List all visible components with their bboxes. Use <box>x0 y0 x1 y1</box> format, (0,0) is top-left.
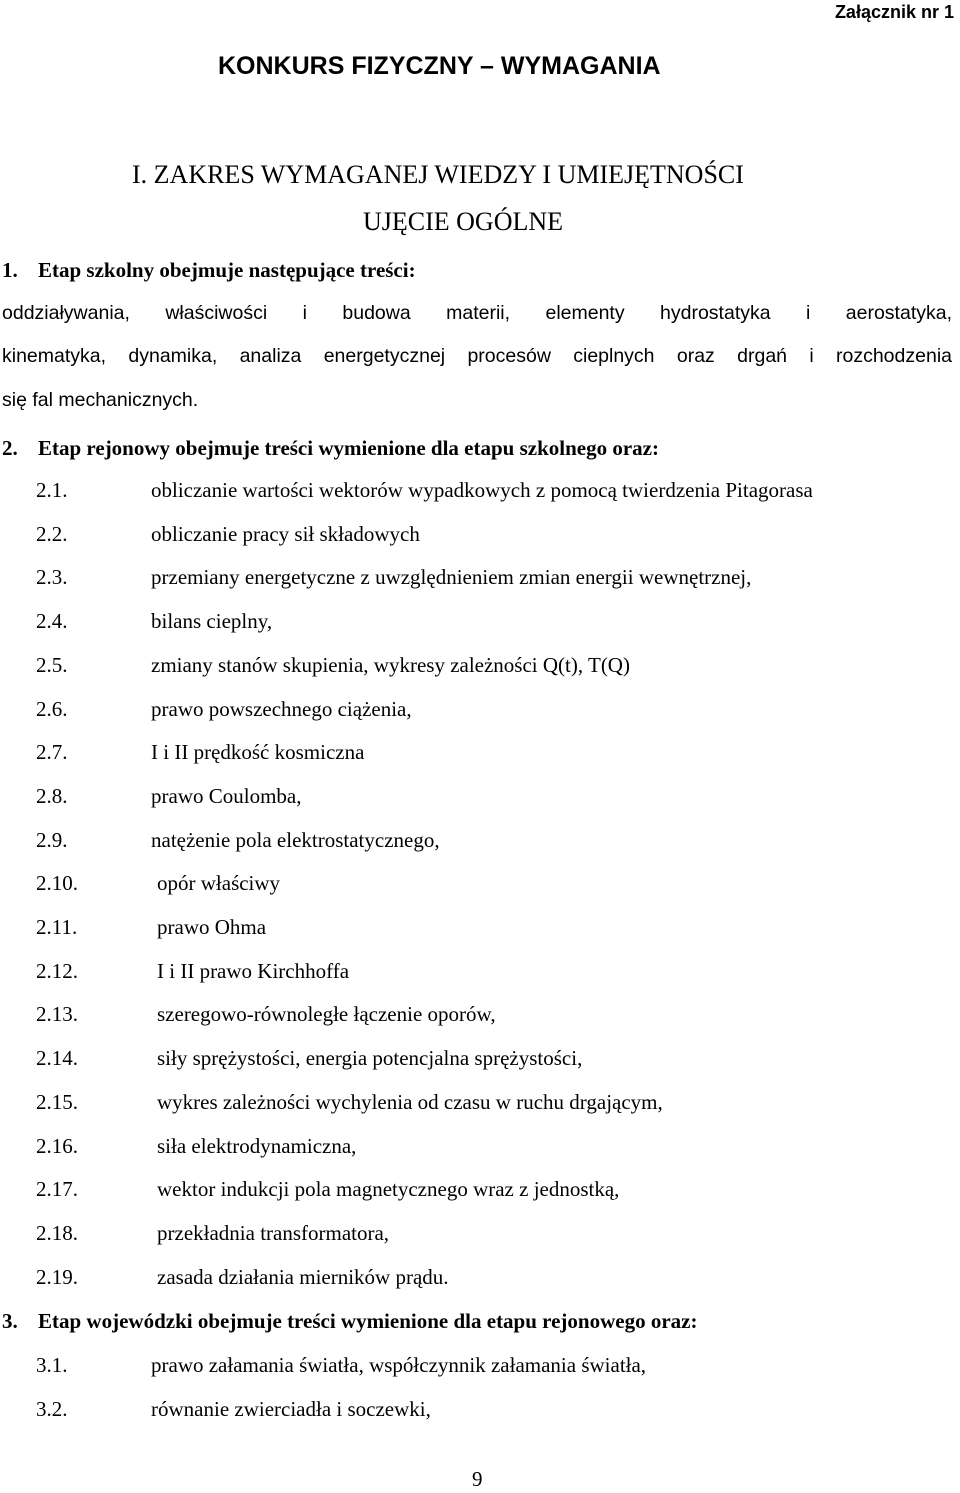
subsection-title: UJĘCIE OGÓLNE <box>363 207 564 236</box>
section-title: I. ZAKRES WYMAGANEJ WIEDZY I UMIEJĘTNOŚCI <box>132 160 744 189</box>
page-number: 9 <box>472 1467 483 1491</box>
stage1-paragraph-line: oddziaływania, właściwości i budowa materii, elementy hydrostatyka i aerostatyka, <box>2 302 952 324</box>
item-text: prawo powszechnego ciążenia, <box>151 696 412 721</box>
item-number: 2.6. <box>36 696 68 721</box>
item-number: 2.12. <box>36 958 78 983</box>
item-text: przekładnia transformatora, <box>157 1220 390 1245</box>
item-number: 2.19. <box>36 1264 78 1289</box>
stage3-heading-text: Etap wojewódzki obejmuje treści wymienione dla etapu rejonowego oraz: <box>38 1309 698 1333</box>
item-text: I i II prędkość kosmiczna <box>151 740 365 765</box>
item-text: równanie zwierciadła i soczewki, <box>151 1397 431 1421</box>
item-text: szeregowo-równoległe łączenie oporów, <box>157 1002 496 1027</box>
item-text: obliczanie wartości wektorów wypadkowych z pomocą twierdzenia Pitagorasa <box>151 478 813 502</box>
item-number: 2.14. <box>36 1046 78 1071</box>
stage2-heading-text: Etap rejonowy obejmuje treści wymienione dla etapu szkolnego oraz: <box>38 436 659 460</box>
stage1-paragraph-line: się fal mechanicznych. <box>2 389 199 411</box>
item-text: prawo Ohma <box>157 915 267 939</box>
item-text: przemiany energetyczne z uwzględnieniem zmian energii wewnętrznej, <box>151 565 752 590</box>
stage1-heading <box>2 258 416 283</box>
item-number: 3.2. <box>36 1397 68 1421</box>
item-number: 2.4. <box>36 609 68 634</box>
item-text: siła elektrodynamiczna, <box>157 1133 357 1158</box>
item-number: 2.1. <box>36 478 68 502</box>
item-number: 2.16. <box>36 1133 78 1158</box>
item-text: bilans cieplny, <box>151 609 273 634</box>
stage2-heading <box>2 436 659 461</box>
item-text: obliczanie pracy sił składowych <box>151 521 420 546</box>
item-number: 2.11. <box>36 915 78 939</box>
item-number: 2.3. <box>36 565 68 590</box>
item-text: prawo Coulomba, <box>151 783 302 808</box>
item-number: 2.7. <box>36 740 68 765</box>
stage2-number: 2. <box>2 436 18 460</box>
item-number: 2.18. <box>36 1220 78 1245</box>
stage3-heading <box>2 1309 697 1334</box>
item-number: 2.13. <box>36 1002 78 1027</box>
stage1-heading-text: Etap szkolny obejmuje następujące treści: <box>38 258 416 282</box>
item-number: 2.15. <box>36 1089 78 1114</box>
stage1-paragraph-line: kinematyka, dynamika, analiza energetycznej procesów cieplnych oraz drgań i rozchodzenia <box>2 345 952 367</box>
item-text: wykres zależności wychylenia od czasu w ruchu drgającym, <box>157 1089 663 1114</box>
item-number: 2.2. <box>36 521 68 546</box>
item-number: 2.9. <box>36 827 68 852</box>
item-text: wektor indukcji pola magnetycznego wraz z jednostką, <box>157 1177 620 1202</box>
item-text: natężenie pola elektrostatycznego, <box>151 827 440 852</box>
item-text: I i II prawo Kirchhoffa <box>157 958 350 983</box>
attachment-label: Załącznik nr 1 <box>834 2 954 22</box>
item-number: 2.17. <box>36 1177 78 1202</box>
item-text: prawo załamania światła, współczynnik załamania światła, <box>151 1353 647 1377</box>
page-title: KONKURS FIZYCZNY – WYMAGANIA <box>218 52 661 80</box>
item-text: siły sprężystości, energia potencjalna sprężystości, <box>157 1046 583 1071</box>
stage1-number: 1. <box>2 258 18 282</box>
item-number: 3.1. <box>36 1353 68 1377</box>
item-text: opór właściwy <box>157 871 281 896</box>
item-number: 2.8. <box>36 783 68 808</box>
item-text: zmiany stanów skupienia, wykresy zależności Q(t), T(Q) <box>151 652 630 677</box>
item-number: 2.10. <box>36 871 78 896</box>
item-text: zasada działania mierników prądu. <box>157 1264 449 1289</box>
item-number: 2.5. <box>36 652 68 677</box>
stage3-number: 3. <box>2 1309 18 1333</box>
